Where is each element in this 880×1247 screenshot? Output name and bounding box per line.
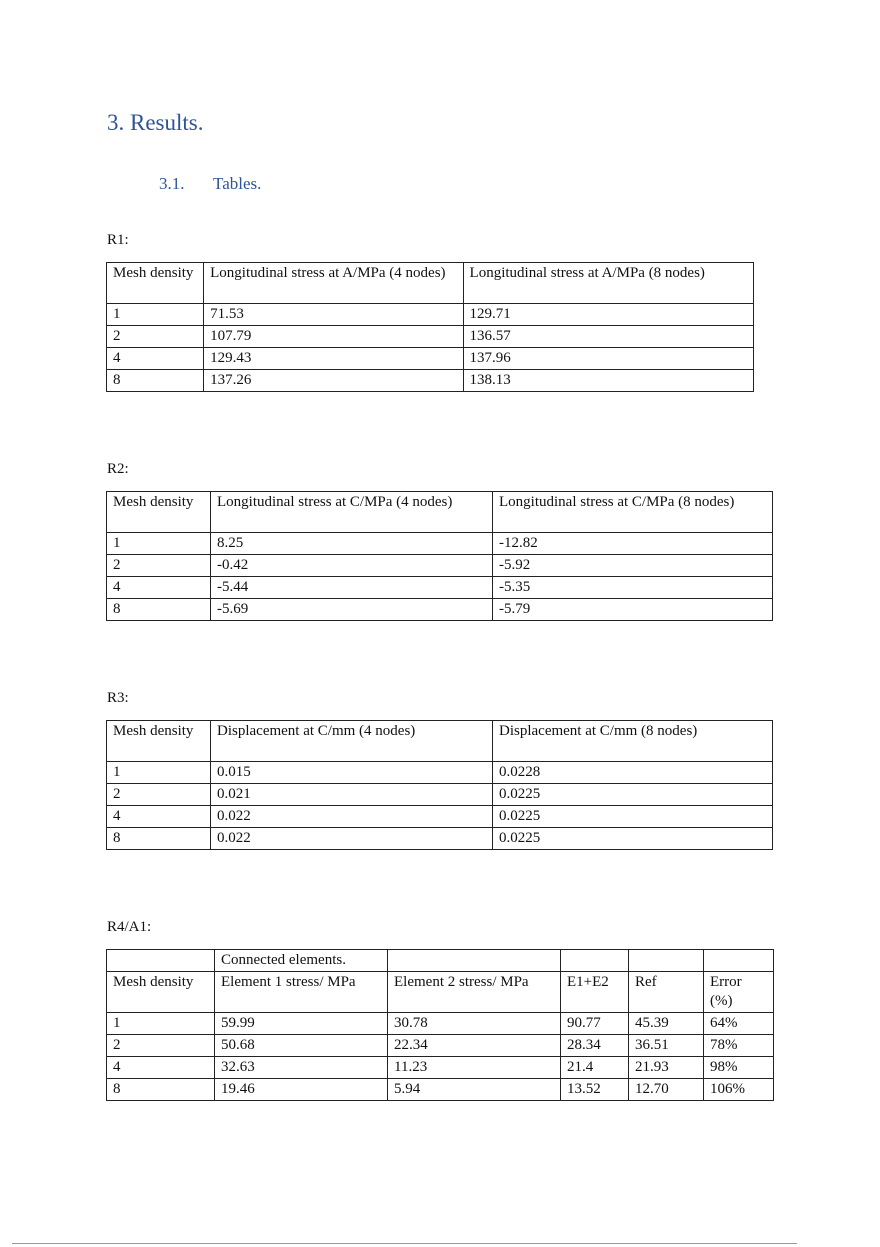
- table-cell: -5.44: [211, 577, 493, 599]
- table-cell: 1: [107, 1013, 215, 1035]
- header-cell: Longitudinal stress at A/MPa (4 nodes): [204, 263, 463, 304]
- table-cell: 138.13: [463, 370, 753, 392]
- table-cell: 59.99: [215, 1013, 388, 1035]
- table-cell: 129.71: [463, 304, 753, 326]
- header-cell: Displacement at C/mm (8 nodes): [493, 721, 773, 762]
- table-cell: -12.82: [493, 533, 773, 555]
- table-row: [107, 806, 773, 828]
- header-cell: Longitudinal stress at C/MPa (4 nodes): [211, 492, 493, 533]
- table-cell: 2: [107, 784, 211, 806]
- table-cell: 2: [107, 326, 204, 348]
- table-cell: 71.53: [204, 304, 463, 326]
- table-label-r3: R3:: [107, 690, 129, 706]
- table-group-header-row: [107, 950, 774, 972]
- table-cell: 19.46: [215, 1079, 388, 1101]
- table-cell: -5.92: [493, 555, 773, 577]
- header-cell: Error (%): [704, 972, 774, 1013]
- header-cell: Mesh density: [107, 721, 211, 762]
- section-heading: 3. Results.: [107, 110, 204, 135]
- table-cell: 50.68: [215, 1035, 388, 1057]
- table-cell: -0.42: [211, 555, 493, 577]
- table-r3: [106, 720, 773, 850]
- table-r1: [106, 262, 754, 392]
- header-cell: Longitudinal stress at A/MPa (8 nodes): [463, 263, 753, 304]
- table-cell: 4: [107, 577, 211, 599]
- group-header-cell: [561, 950, 629, 972]
- table-cell: 0.015: [211, 762, 493, 784]
- table-cell: 64%: [704, 1013, 774, 1035]
- table-row: [107, 784, 773, 806]
- table-row: [107, 762, 773, 784]
- table-cell: 98%: [704, 1057, 774, 1079]
- table-row: [107, 1057, 774, 1079]
- table-cell: 13.52: [561, 1079, 629, 1101]
- table-cell: 1: [107, 304, 204, 326]
- table-cell: 30.78: [388, 1013, 561, 1035]
- table-row: [107, 828, 773, 850]
- table-cell: 137.96: [463, 348, 753, 370]
- table-label-r2: R2:: [107, 461, 129, 477]
- table-row: [107, 533, 773, 555]
- table-cell: 4: [107, 348, 204, 370]
- table-cell: 0.0228: [493, 762, 773, 784]
- header-cell: E1+E2: [561, 972, 629, 1013]
- table-cell: 32.63: [215, 1057, 388, 1079]
- group-header-cell: Connected elements.: [215, 950, 388, 972]
- header-cell: Displacement at C/mm (4 nodes): [211, 721, 493, 762]
- table-cell: 78%: [704, 1035, 774, 1057]
- table-cell: 90.77: [561, 1013, 629, 1035]
- table-row: [107, 304, 754, 326]
- table-row: [107, 326, 754, 348]
- table-r4-a1: [106, 949, 774, 1101]
- table-cell: 4: [107, 806, 211, 828]
- table-label-r4: R4/A1:: [107, 919, 152, 935]
- table-cell: 0.021: [211, 784, 493, 806]
- table-cell: 2: [107, 1035, 215, 1057]
- table-cell: 129.43: [204, 348, 463, 370]
- table-header-row: [107, 721, 773, 762]
- table-cell: 8: [107, 599, 211, 621]
- table-r2: [106, 491, 773, 621]
- group-header-cell: [388, 950, 561, 972]
- table-cell: 22.34: [388, 1035, 561, 1057]
- header-cell: Longitudinal stress at C/MPa (8 nodes): [493, 492, 773, 533]
- table-cell: -5.69: [211, 599, 493, 621]
- header-cell: Element 1 stress/ MPa: [215, 972, 388, 1013]
- table-cell: 106%: [704, 1079, 774, 1101]
- table-row: [107, 370, 754, 392]
- table-row: [107, 555, 773, 577]
- table-cell: 1: [107, 762, 211, 784]
- table-cell: 2: [107, 555, 211, 577]
- table-cell: -5.35: [493, 577, 773, 599]
- table-cell: 107.79: [204, 326, 463, 348]
- table-cell: 5.94: [388, 1079, 561, 1101]
- group-header-cell: [704, 950, 774, 972]
- table-cell: 21.93: [629, 1057, 704, 1079]
- table-cell: 0.022: [211, 806, 493, 828]
- table-cell: 0.0225: [493, 828, 773, 850]
- table-cell: 45.39: [629, 1013, 704, 1035]
- table-cell: 8: [107, 370, 204, 392]
- table-label-r1: R1:: [107, 232, 129, 248]
- table-cell: -5.79: [493, 599, 773, 621]
- header-cell: Ref: [629, 972, 704, 1013]
- table-cell: 0.0225: [493, 784, 773, 806]
- header-cell: Mesh density: [107, 263, 204, 304]
- table-row: [107, 1035, 774, 1057]
- subsection-title: Tables.: [213, 174, 262, 193]
- subsection-number: 3.1.: [159, 174, 185, 193]
- table-cell: 1: [107, 533, 211, 555]
- table-row: [107, 577, 773, 599]
- table-cell: 8.25: [211, 533, 493, 555]
- table-cell: 36.51: [629, 1035, 704, 1057]
- table-header-row: [107, 263, 754, 304]
- table-header-row: [107, 492, 773, 533]
- table-cell: 11.23: [388, 1057, 561, 1079]
- header-cell: Element 2 stress/ MPa: [388, 972, 561, 1013]
- table-cell: 0.0225: [493, 806, 773, 828]
- group-header-cell: [629, 950, 704, 972]
- table-cell: 21.4: [561, 1057, 629, 1079]
- table-row: [107, 599, 773, 621]
- table-row: [107, 1079, 774, 1101]
- header-cell: Mesh density: [107, 492, 211, 533]
- table-row: [107, 348, 754, 370]
- table-cell: 0.022: [211, 828, 493, 850]
- table-row: [107, 1013, 774, 1035]
- footer-divider: [12, 1243, 797, 1244]
- table-cell: 4: [107, 1057, 215, 1079]
- table-cell: 8: [107, 828, 211, 850]
- table-header-row: [107, 972, 774, 1013]
- table-cell: 8: [107, 1079, 215, 1101]
- table-cell: 28.34: [561, 1035, 629, 1057]
- group-header-cell: [107, 950, 215, 972]
- table-cell: 137.26: [204, 370, 463, 392]
- header-cell: Mesh density: [107, 972, 215, 1013]
- subsection-heading: [159, 174, 261, 194]
- table-cell: 136.57: [463, 326, 753, 348]
- table-cell: 12.70: [629, 1079, 704, 1101]
